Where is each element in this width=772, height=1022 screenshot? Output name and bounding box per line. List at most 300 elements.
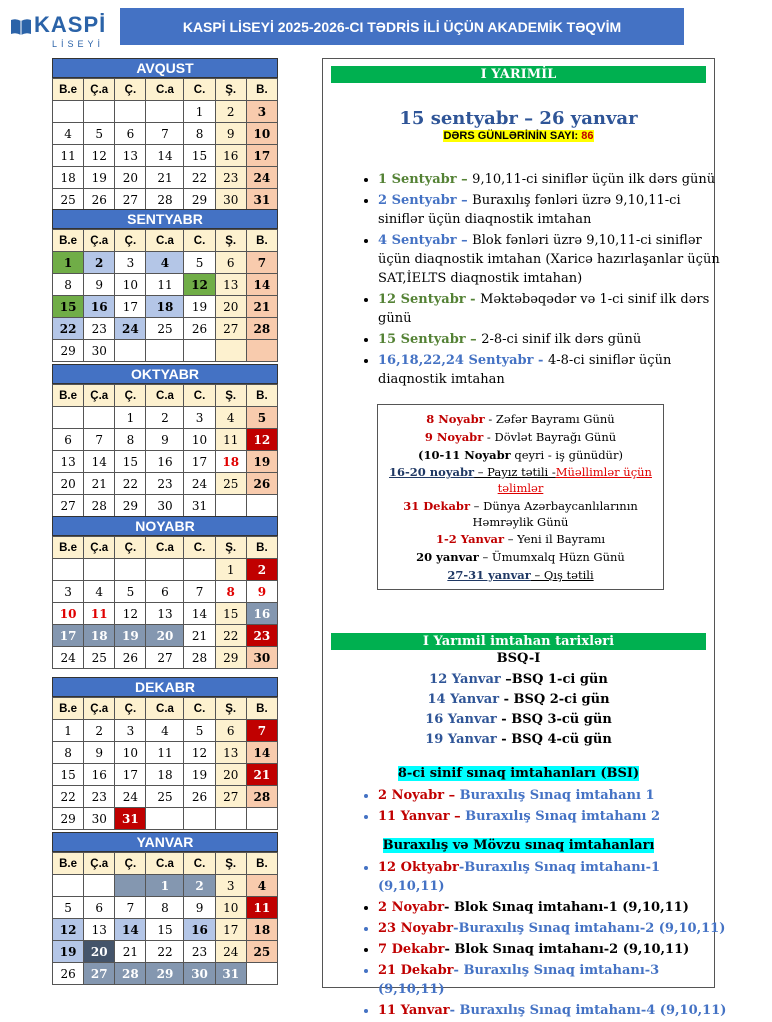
mock-item [378,858,728,896]
day-cell: 4 [215,407,246,429]
weekday-label: Ç.a [84,853,115,875]
day-cell: 29 [184,189,215,211]
day-cell: 27 [146,647,184,669]
day-cell: 26 [115,647,146,669]
mock-date: 21 Dekabr [378,963,454,978]
month-avqust [52,58,278,211]
day-cell: 24 [115,318,146,340]
day-cell: 12 [184,742,215,764]
day-cell: 18 [215,451,246,473]
holiday-item: 27-31 yanvar – Qış tətili [447,568,594,582]
day-cell: 14 [246,742,277,764]
bsq-item [331,710,706,730]
day-cell: 20 [146,625,184,647]
holiday-item: 8 Noyabr - Zəfər Bayramı Günü [426,412,615,426]
holiday-item: 20 yanvar – Ümumxalq Hüzn Günü [416,550,625,564]
day-cell: 3 [246,101,277,123]
day-cell: 29 [115,495,146,517]
week-row [53,407,278,429]
event-text: Məktəbəqədər və 1-ci sinif ilk dərs günü [378,292,710,326]
bsi-item [378,786,723,805]
semester-title: I YARIMİL [331,66,706,83]
week-row [53,625,278,647]
day-cell: 22 [215,625,246,647]
day-cell: 5 [53,897,84,919]
mock-title-wrap [331,838,706,853]
day-cell: 23 [84,318,115,340]
bsq-text: - BSQ 3-cü gün [496,712,612,727]
day-cell: 19 [84,167,115,189]
bsi-sep: – [449,809,466,824]
weekday-label: Ç. [115,385,146,407]
day-cell: 6 [115,123,146,145]
day-cell: 31 [215,963,246,985]
weekday-label: Ç.a [84,230,115,252]
exams-title: I Yarımil imtahan tarixləri [331,633,706,650]
day-cell [215,808,246,830]
day-cell: 8 [215,581,246,603]
day-cell: 24 [184,473,215,495]
day-cell: 18 [146,296,184,318]
day-cell: 4 [146,720,184,742]
day-cell: 30 [84,340,115,362]
event-text: Blok fənləri üzrə 9,10,11-ci siniflər üçün diaqnostik imtahan (Xaricə hazırlaşanlar üçün SAT,İELTS diaqnostik imtahan) [378,233,720,286]
holiday-item: (10-11 Noyabr qeyri - iş günüdür) [418,448,623,462]
week-row [53,941,278,963]
mock-text: - Buraxılış Sınaq imtahanı-4 (9,10,11) [449,1003,727,1018]
weekday-label: Ş. [215,385,246,407]
day-cell: 5 [184,252,215,274]
day-cell [115,340,146,362]
day-cell: 20 [115,167,146,189]
day-cell: 5 [115,581,146,603]
day-cell: 1 [53,720,84,742]
day-cell: 25 [146,318,184,340]
day-cell: 22 [146,941,184,963]
day-cell [184,808,215,830]
week-row [53,764,278,786]
day-cell: 8 [184,123,215,145]
day-cell: 27 [115,189,146,211]
week-row [53,875,278,897]
weekday-label: B. [246,385,277,407]
weekday-label: C. [184,698,215,720]
day-cell: 12 [84,145,115,167]
logo-brand: KASPİ [34,12,107,37]
mock-item [378,1001,728,1020]
weekday-row [53,537,278,559]
day-cell [246,495,277,517]
weekday-label: Ç. [115,79,146,101]
day-cell: 21 [115,941,146,963]
day-cell: 18 [53,167,84,189]
day-cell: 14 [146,145,184,167]
day-cell: 7 [246,252,277,274]
bsi-item [378,807,723,826]
day-cell: 20 [53,473,84,495]
day-cell: 3 [215,875,246,897]
day-cell: 21 [246,764,277,786]
day-cell: 22 [53,318,84,340]
event-item [378,290,723,328]
month-dekabr [52,677,278,830]
weekday-label: C.a [146,79,184,101]
holiday-item: 1-2 Yanvar – Yeni il Bayramı [435,532,606,546]
day-cell: 9 [246,581,277,603]
day-cell: 13 [215,274,246,296]
day-cell: 9 [184,897,215,919]
weekday-label: C.a [146,537,184,559]
day-cell: 30 [184,963,215,985]
day-cell: 19 [184,764,215,786]
day-cell: 3 [115,720,146,742]
day-cell: 11 [146,274,184,296]
day-cell: 6 [215,252,246,274]
day-cell: 22 [184,167,215,189]
day-cell: 26 [84,189,115,211]
event-item [378,191,723,229]
day-cell: 8 [53,742,84,764]
day-cell: 2 [84,720,115,742]
week-row [53,742,278,764]
day-cell: 7 [184,581,215,603]
event-date: 16,18,22,24 Sentyabr [378,353,534,368]
weekday-label: Ş. [215,853,246,875]
holidays-box [377,404,664,590]
week-row [53,963,278,985]
bsq-date: 16 Yanvar [425,712,497,727]
day-cell: 26 [184,786,215,808]
day-cell: 1 [115,407,146,429]
event-date: 15 Sentyabr [378,332,466,347]
day-cell: 13 [146,603,184,625]
day-cell: 27 [215,786,246,808]
day-cell: 12 [246,429,277,451]
weekday-row [53,853,278,875]
day-cell: 23 [215,167,246,189]
semester-range: 15 sentyabr – 26 yanvar [399,108,638,129]
day-cell: 10 [215,897,246,919]
day-cell: 10 [184,429,215,451]
day-cell: 16 [84,296,115,318]
day-cell: 2 [146,407,184,429]
event-text: 4-8-ci siniflər üçün diaqnostik imtahan [378,353,672,387]
day-cell: 19 [184,296,215,318]
week-row [53,167,278,189]
day-cell: 20 [84,941,115,963]
day-cell: 5 [184,720,215,742]
day-cell: 6 [215,720,246,742]
weekday-label: B. [246,537,277,559]
day-cell: 25 [246,941,277,963]
day-cell: 15 [184,145,215,167]
day-cell: 9 [146,429,184,451]
bsq-item [331,690,706,710]
calendar-grid [52,384,278,517]
day-cell: 14 [184,603,215,625]
day-cell: 25 [53,189,84,211]
day-cell: 15 [146,919,184,941]
day-cell [53,559,84,581]
event-item [378,330,723,349]
mock-item [378,961,728,999]
month-title: DEKABR [52,677,278,697]
day-cell: 3 [115,252,146,274]
day-cell: 13 [115,145,146,167]
weekday-label: Ç.a [84,79,115,101]
day-cell: 8 [53,274,84,296]
day-cell [53,101,84,123]
day-cell: 10 [115,742,146,764]
day-cell [184,340,215,362]
month-title: YANVAR [52,832,278,852]
week-row [53,808,278,830]
day-cell: 30 [246,647,277,669]
day-cell: 8 [115,429,146,451]
day-cell: 11 [53,145,84,167]
day-cell [115,101,146,123]
bsq-title: BSQ-I [496,651,541,666]
week-row [53,274,278,296]
mock-date: 23 Noyabr [378,921,454,936]
day-cell: 1 [215,559,246,581]
weekday-label: B. [246,230,277,252]
mock-date: 2 Noyabr [378,900,445,915]
day-cell: 17 [115,296,146,318]
weekday-label: B.e [53,698,84,720]
day-cell: 14 [84,451,115,473]
day-cell: 28 [246,318,277,340]
bsi-title-wrap [331,766,706,781]
week-row [53,603,278,625]
day-cell [115,875,146,897]
day-cell: 19 [246,451,277,473]
weekday-label: Ç.a [84,698,115,720]
day-cell [246,340,277,362]
day-cell: 15 [53,764,84,786]
day-cell: 15 [53,296,84,318]
day-cell [84,407,115,429]
day-cell [184,559,215,581]
event-sep: – [456,233,473,248]
month-title: NOYABR [52,516,278,536]
day-cell: 2 [215,101,246,123]
weekday-label: C.a [146,853,184,875]
day-cell: 29 [215,647,246,669]
book-icon [10,18,32,36]
event-item [378,231,723,288]
bsq-list [331,670,706,750]
mock-date: 11 Yanvar [378,1003,450,1018]
weekday-label: B.e [53,230,84,252]
semester-events [356,170,723,391]
week-row [53,101,278,123]
weekday-row [53,79,278,101]
weekday-label: C. [184,537,215,559]
day-cell: 22 [115,473,146,495]
day-cell: 23 [146,473,184,495]
month-title: AVQUST [52,58,278,78]
week-row [53,559,278,581]
day-cell: 17 [53,625,84,647]
week-row [53,123,278,145]
day-cell: 20 [215,296,246,318]
day-cell: 21 [146,167,184,189]
bsq-item [331,730,706,750]
week-row [53,786,278,808]
day-cell: 14 [115,919,146,941]
weekday-label: C. [184,853,215,875]
day-cell: 3 [184,407,215,429]
bsq-item [331,670,706,690]
day-cell: 16 [184,919,215,941]
calendar-grid [52,229,278,362]
day-cell: 6 [53,429,84,451]
event-sep: - [465,292,481,307]
day-cell: 28 [146,189,184,211]
day-cell: 23 [246,625,277,647]
day-cell: 26 [184,318,215,340]
day-cell [146,808,184,830]
calendar-grid [52,78,278,211]
day-cell [84,559,115,581]
lesson-days-value: 86 [581,130,594,142]
weekday-label: C.a [146,230,184,252]
day-cell: 13 [84,919,115,941]
weekday-label: B.e [53,79,84,101]
day-cell: 11 [215,429,246,451]
mock-text: - Buraxılış Sınaq imtahanı-3 (9,10,11) [378,963,660,997]
calendar-grid [52,852,278,985]
day-cell: 13 [53,451,84,473]
weekday-label: C. [184,230,215,252]
day-cell: 21 [84,473,115,495]
day-cell: 23 [184,941,215,963]
weekday-label: B.e [53,385,84,407]
day-cell: 14 [246,274,277,296]
day-cell: 25 [146,786,184,808]
day-cell: 25 [215,473,246,495]
day-cell: 10 [246,123,277,145]
week-row [53,647,278,669]
day-cell: 30 [215,189,246,211]
day-cell: 7 [246,720,277,742]
day-cell: 13 [215,742,246,764]
day-cell: 4 [53,123,84,145]
day-cell: 27 [215,318,246,340]
mock-item [378,919,728,938]
day-cell: 19 [53,941,84,963]
day-cell: 23 [84,786,115,808]
day-cell [53,875,84,897]
holiday-item: 16-20 noyabr – Payız tətili -Müəllimlər üçün təlimlər [389,465,652,495]
mock-text: -Buraxılış Sınaq imtahanı-2 (9,10,11) [453,921,726,936]
day-cell: 22 [53,786,84,808]
day-cell: 24 [246,167,277,189]
week-row [53,189,278,211]
day-cell: 15 [215,603,246,625]
weekday-label: C.a [146,698,184,720]
event-item [378,351,723,389]
weekday-label: Ş. [215,230,246,252]
lesson-days [331,130,706,142]
event-date: 2 Sentyabr [378,193,457,208]
week-row [53,473,278,495]
month-yanvar [52,832,278,985]
day-cell: 12 [53,919,84,941]
day-cell: 12 [184,274,215,296]
weekday-label: Ç.a [84,385,115,407]
event-sep: – [456,172,473,187]
week-row [53,340,278,362]
week-row [53,897,278,919]
day-cell: 30 [84,808,115,830]
day-cell: 18 [84,625,115,647]
bsi-list [356,786,723,828]
day-cell: 11 [146,742,184,764]
day-cell: 11 [84,603,115,625]
day-cell: 16 [215,145,246,167]
day-cell: 2 [184,875,215,897]
day-cell: 28 [115,963,146,985]
event-text: Buraxılış fənləri üzrə 9,10,11-ci siniflər üçün diaqnostik imtahan [378,193,681,227]
weekday-label: Ç.a [84,537,115,559]
day-cell [84,875,115,897]
day-cell [215,340,246,362]
day-cell: 2 [246,559,277,581]
month-sentyabr [52,209,278,362]
day-cell: 12 [115,603,146,625]
day-cell [215,495,246,517]
day-cell: 9 [84,274,115,296]
day-cell: 19 [115,625,146,647]
day-cell: 26 [246,473,277,495]
day-cell: 29 [53,340,84,362]
day-cell: 28 [184,647,215,669]
day-cell: 31 [246,189,277,211]
event-sep: - [533,353,548,368]
day-cell: 29 [146,963,184,985]
weekday-label: Ç. [115,853,146,875]
bsi-text: Buraxılış Sınaq imtahanı 1 [459,788,655,803]
day-cell: 16 [84,764,115,786]
day-cell: 27 [84,963,115,985]
day-cell: 16 [146,451,184,473]
day-cell: 24 [215,941,246,963]
day-cell: 6 [84,897,115,919]
mock-text: -Buraxılış Sınaq imtahanı-1 (9,10,11) [378,860,661,894]
day-cell: 20 [215,764,246,786]
mock-item [378,940,728,959]
day-cell: 25 [84,647,115,669]
weekday-row [53,698,278,720]
bsi-sep: – [444,788,460,803]
weekday-label: C. [184,79,215,101]
day-cell: 6 [146,581,184,603]
day-cell: 8 [146,897,184,919]
month-title: SENTYABR [52,209,278,229]
weekday-label: C. [184,385,215,407]
day-cell: 2 [84,252,115,274]
day-cell: 3 [53,581,84,603]
month-title: OKTYABR [52,364,278,384]
weekday-label: B.e [53,537,84,559]
weekday-label: Ş. [215,79,246,101]
day-cell: 7 [84,429,115,451]
day-cell: 28 [246,786,277,808]
day-cell: 18 [146,764,184,786]
week-row [53,495,278,517]
